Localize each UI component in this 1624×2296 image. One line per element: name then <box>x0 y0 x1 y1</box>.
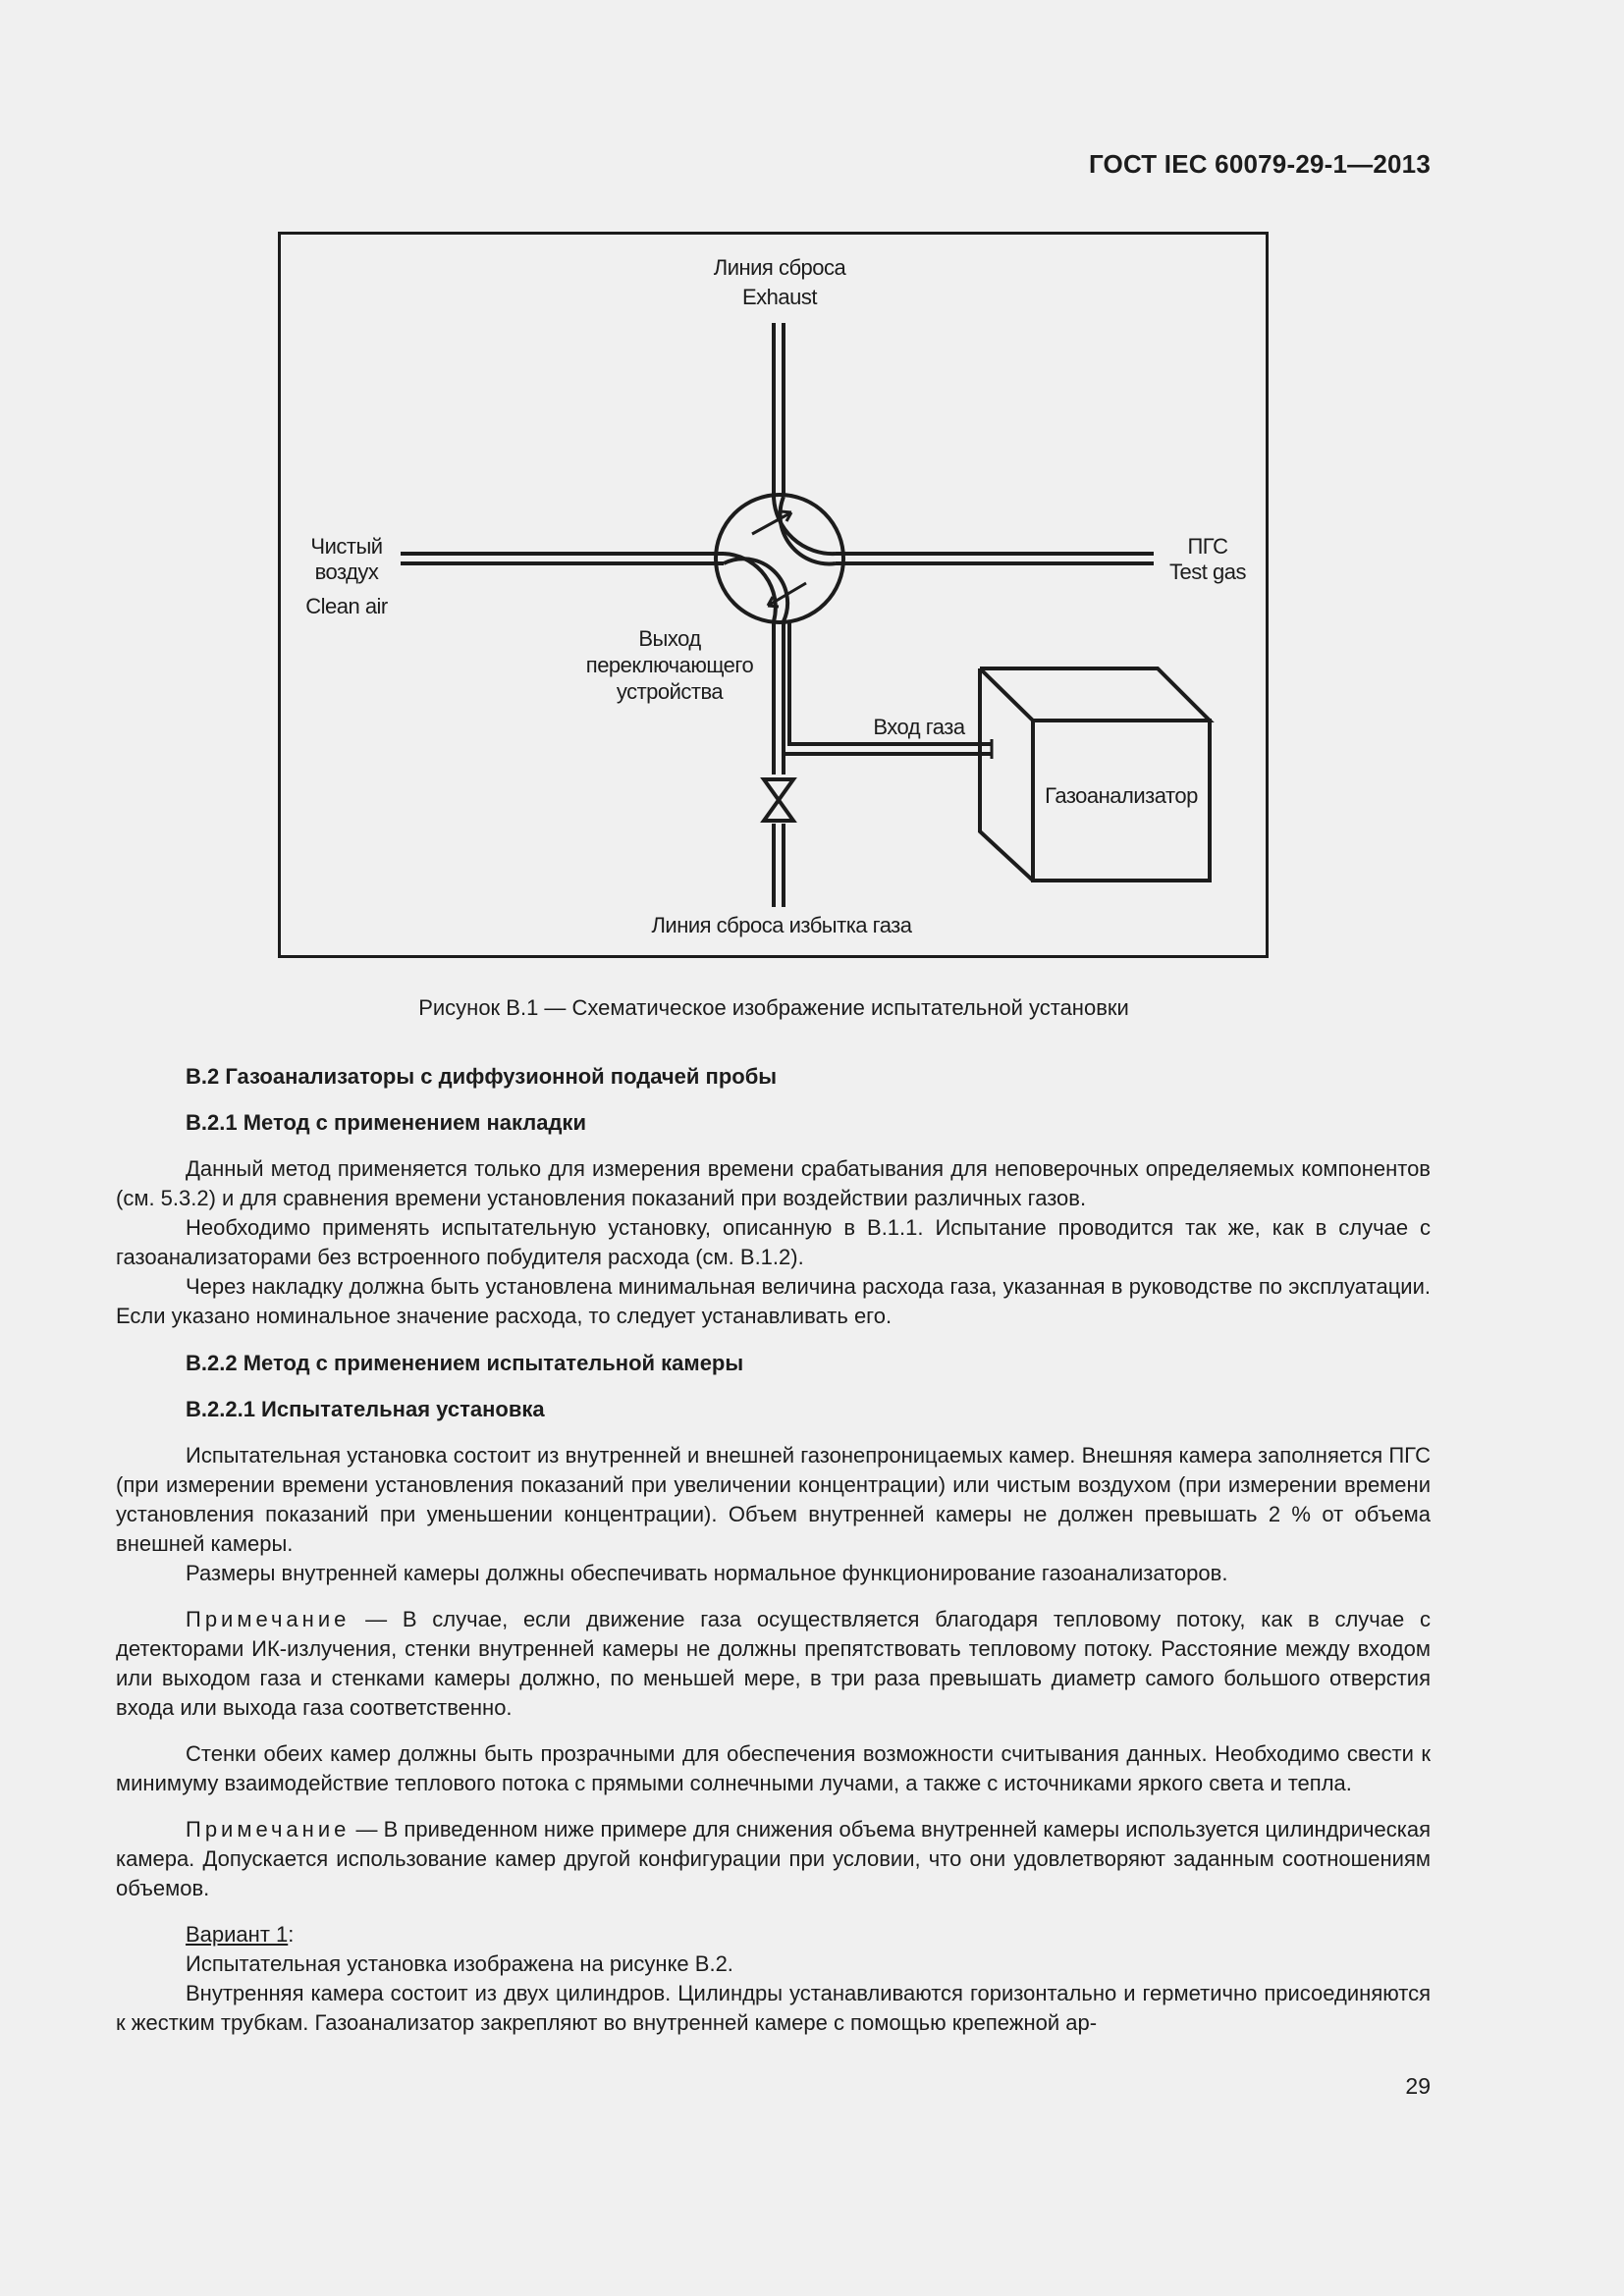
label-outlet-3: устройства <box>616 679 724 704</box>
label-excess-exhaust: Линия сброса избытка газа <box>651 913 912 937</box>
paragraph: Стенки обеих камер должны быть прозрачными для обеспечения возможности считывания данных. Необходимо свести к минимуму взаимодействие теплового потока с прямыми солнечными лучами, а также с источниками яркого света и тепла. <box>116 1741 1431 1795</box>
label-outlet-1: Выход <box>638 626 701 651</box>
note <box>116 1815 1431 1903</box>
variant-colon: : <box>288 1922 295 1947</box>
label-outlet-2: переключающего <box>585 653 754 677</box>
label-clean-air-ru-2: воздух <box>314 560 379 584</box>
paragraph: Испытательная установка изображена на рисунке В.2. <box>186 1951 733 1976</box>
heading-b221: В.2.2.1 Испытательная установка <box>186 1397 545 1421</box>
note-text: — В приведенном ниже примере для снижения объема внутренней камеры используется цилиндрическая камера. Допускается использование камер другой конфигурации при условии, что они удовлетворяют заданным соотношениям объемов. <box>116 1817 1431 1900</box>
body-text <box>116 1062 1431 2038</box>
label-exhaust-ru: Линия сброса <box>713 255 846 280</box>
heading-b21: В.2.1 Метод с применением накладки <box>186 1110 586 1135</box>
gas-analyzer-top <box>980 668 1210 721</box>
heading-b2: В.2 Газоанализаторы с диффузионной подачей пробы <box>186 1064 778 1089</box>
figure-b1 <box>278 232 1269 958</box>
note-text: — В случае, если движение газа осуществляется благодаря тепловому потоку, как в случае с детекторами ИК-излучения, стенки внутренней камеры не должны препятствовать тепловому потоку. Расстояние между входом или выходом газа и стенками камеры должно, по меньшей мере, в три раза превышать диаметр самого большого отверстия входа или выхода газа соответственно. <box>116 1607 1431 1720</box>
document-header: ГОСТ IEC 60079-29-1—2013 <box>1088 149 1431 179</box>
paragraph: Необходимо применять испытательную установку, описанную в В.1.1. Испытание проводится так же, как в случае с газоанализаторами без встроенного побудителя расхода (см. В.1.2). <box>116 1215 1431 1269</box>
label-gas-analyzer: Газоанализатор <box>1045 783 1198 808</box>
figure-caption: Рисунок В.1 — Схематическое изображение испытательной установки <box>418 995 1129 1020</box>
schematic-diagram <box>281 235 1266 955</box>
note <box>116 1605 1431 1723</box>
variant-label: Вариант 1 <box>186 1922 289 1947</box>
paragraph: Внутренняя камера состоит из двух цилиндров. Цилиндры устанавливаются горизонтально и герметично присоединяются к жестким трубкам. Газоанализатор закрепляют во внутренней камере с помощью крепежной ар- <box>116 1981 1431 2035</box>
variant-line <box>116 1920 1431 1949</box>
label-clean-air-en: Clean air <box>305 594 388 618</box>
label-gas-inlet: Вход газа <box>873 715 965 739</box>
note-label: Примечание <box>186 1817 351 1842</box>
paragraph: Испытательная установка состоит из внутренней и внешней газонепроницаемых камер. Внешняя камера заполняется ПГС (при измерении времени установления показаний при увеличении концентрации) или чистым воздухом (при измерении времени установления показаний при уменьшении концентрации). Объем внутренней камеры не должен превышать 2 % от объема внешней камеры. <box>116 1443 1431 1556</box>
label-clean-air-ru-1: Чистый <box>310 534 383 559</box>
paragraph: Через накладку должна быть установлена минимальная величина расхода газа, указанная в руководстве по эксплуатации. Если указано номинальное значение расхода, то следует устанавливать его. <box>116 1274 1431 1328</box>
heading-b22: В.2.2 Метод с применением испытательной камеры <box>186 1351 744 1375</box>
label-exhaust-en: Exhaust <box>742 285 817 309</box>
page-number: 29 <box>1405 2073 1431 2099</box>
note-label: Примечание <box>186 1607 351 1631</box>
shutoff-valve <box>764 779 793 821</box>
paragraph: Данный метод применяется только для измерения времени срабатывания для неповерочных определяемых компонентов (см. 5.3.2) и для сравнения времени установления показаний при воздействии различных газов. <box>116 1156 1431 1210</box>
label-test-gas-en: Test gas <box>1169 560 1246 584</box>
gas-analyzer-side <box>980 668 1033 881</box>
label-test-gas-ru: ПГС <box>1187 534 1228 559</box>
paragraph: Размеры внутренней камеры должны обеспечивать нормальное функционирование газоанализаторов. <box>186 1561 1228 1585</box>
